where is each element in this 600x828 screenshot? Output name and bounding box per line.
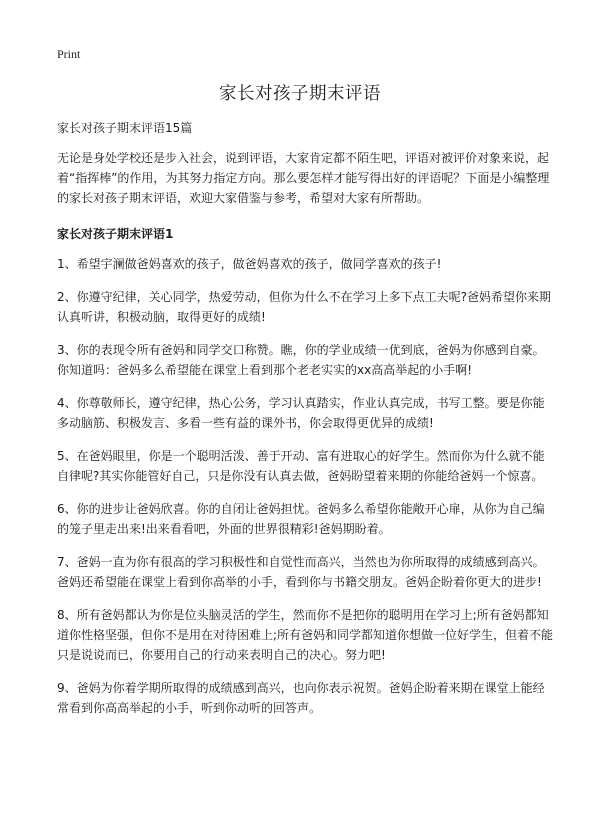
section-heading: 家长对孩子期末评语1 xyxy=(57,227,174,241)
comment-item-9: 9、爸妈为你着学期所取得的成绩感到高兴，也向你表示祝贺。爸妈企盼着来期在课堂上能经常看到你高高举起的小手，听到你动听的回答声。 xyxy=(57,681,545,715)
document-body xyxy=(57,118,554,731)
document-subtitle: 家长对孩子期末评语15篇 xyxy=(57,121,193,135)
comment-item-7: 7、爸妈一直为你有很高的学习积极性和自觉性而高兴，当然也为你所取得的成绩感到高兴。爸妈还希望能在课堂上看到你高举的小手，看到你与书籍交朋友。爸妈企盼着你更大的进步! xyxy=(57,555,545,589)
comment-item-2: 2、你遵守纪律，关心同学，热爱劳动，但你为什么不在学习上多下点工夫呢?爸妈希望你来期认真听讲，积极动脑，取得更好的成绩! xyxy=(57,290,552,324)
print-link[interactable]: Print xyxy=(57,47,81,61)
comment-item-8: 8、所有爸妈都认为你是位头脑灵活的学生，然而你不是把你的聪明用在学习上;所有爸妈都知道你性格坚强，但你不是用在对待困难上;所有爸妈和同学都知道你想做一位好学生，但着不能只是说说而已，你要用自己的行动来表明自己的决心。努力吧! xyxy=(57,608,554,662)
page-title: 家长对孩子期末评语 xyxy=(219,84,381,104)
intro-paragraph: 无论是身处学校还是步入社会，说到评语，大家肯定都不陌生吧，评语对被评价对象来说，起着“指挥棒”的作用，为其努力指定方向。那么要怎样才能写得出好的评语呢？下面是小编整理的家长对孩子期末评语，欢迎大家借鉴与参考，希望对大家有所帮助。 xyxy=(57,151,550,205)
comment-item-1: 1、希望宇澜做爸妈喜欢的孩子，做爸妈喜欢的孩子，做同学喜欢的孩子! xyxy=(57,257,442,271)
comment-item-5: 5、在爸妈眼里，你是一个聪明活泼、善于开动、富有进取心的好学生。然而你为什么就不能自律呢?其实你能管好自己，只是你没有认真去做，爸妈盼望着来期的你能给爸妈一个惊喜。 xyxy=(57,449,545,483)
comment-item-4: 4、你尊敬师长，遵守纪律，热心公务，学习认真踏实，作业认真完成，书写工整。要是你能多动脑筋、积极发言、多看一些有益的课外书，你会取得更优异的成绩! xyxy=(57,396,545,430)
comment-item-6: 6、你的进步让爸妈欣喜。你的自闭让爸妈担忧。爸妈多么希望你能敞开心扉，从你为自己编的笼子里走出来!出来看看吧，外面的世界很精彩!爸妈期盼着。 xyxy=(57,502,545,536)
comment-item-3: 3、你的表现令所有爸妈和同学交口称赞。瞧，你的学业成绩一优到底，爸妈为你感到自豪。你知道吗：爸妈多么希望能在课堂上看到那个老老实实的xx高高举起的小手啊! xyxy=(57,343,545,377)
